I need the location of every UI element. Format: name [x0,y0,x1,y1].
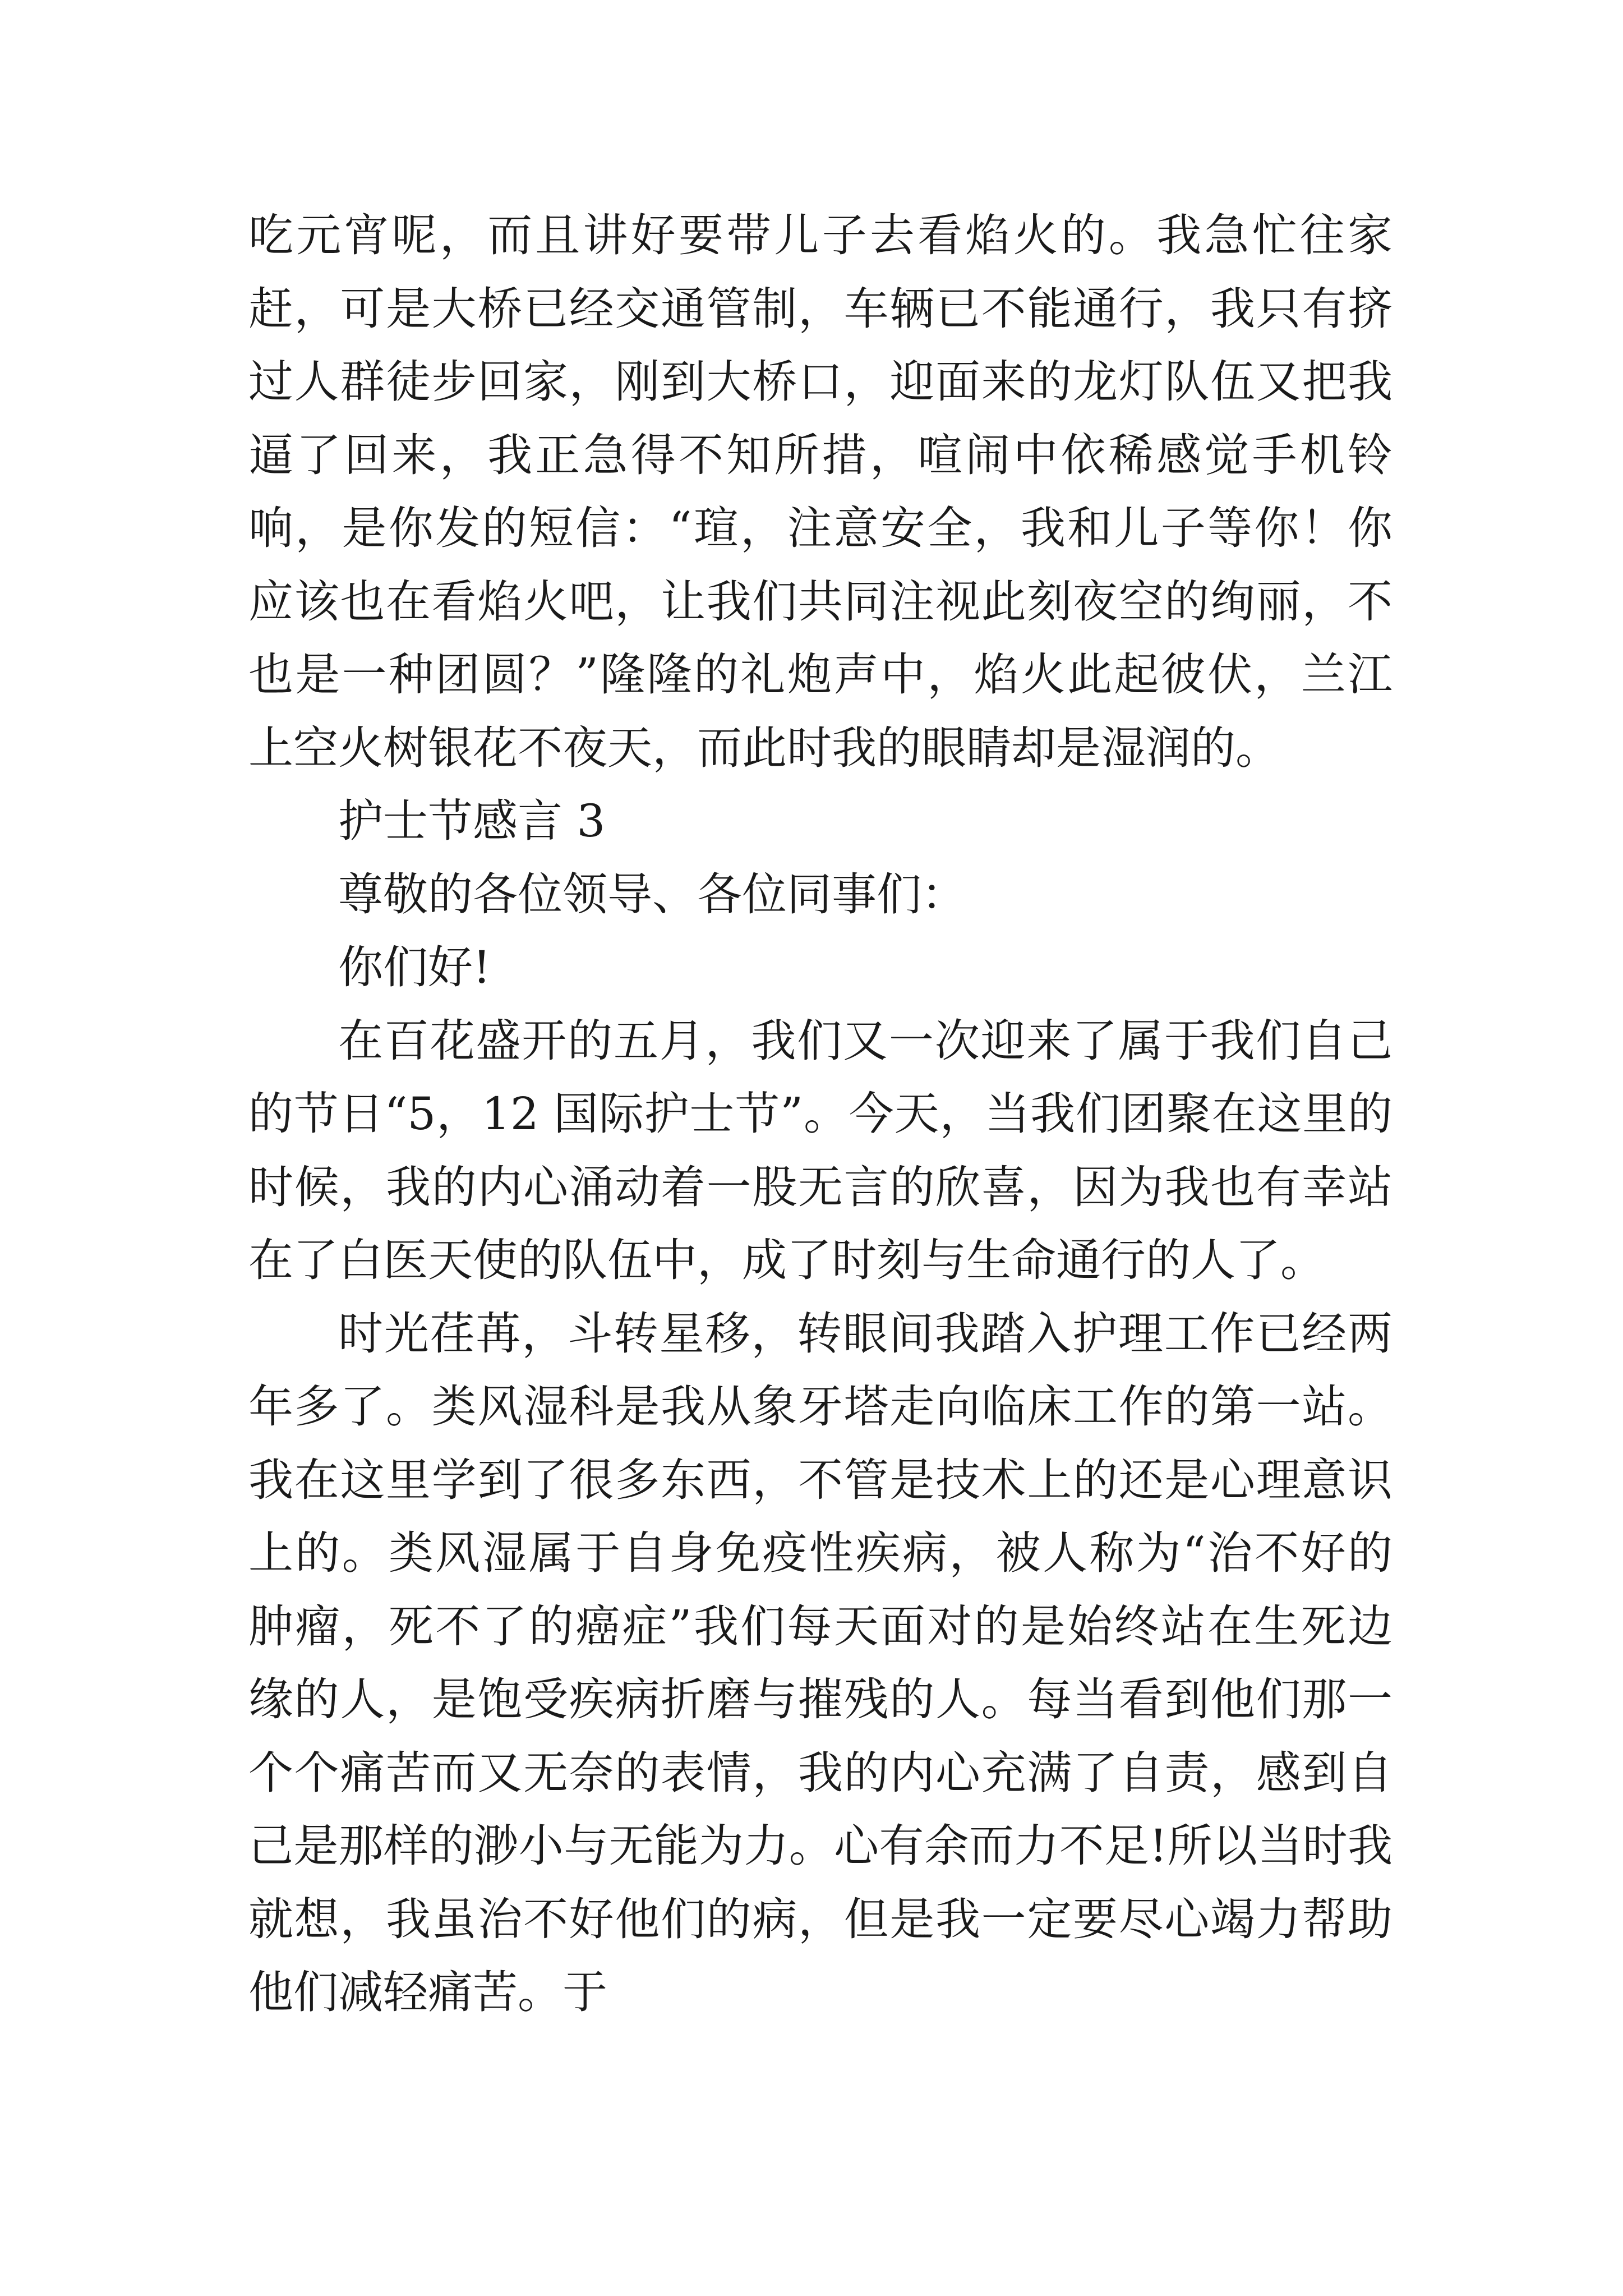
document-body [248,199,1393,2030]
paragraph-continuation: 吃元宵呢，而且讲好要带儿子去看焰火的。我急忙往家赶，可是大桥已经交通管制，车辆已不能通行，我只有挤过人群徒步回家，刚到大桥口，迎面来的龙灯队伍又把我逼了回来，我正急得不知所措，喧闹中依稀感觉手机铃响，是你发的短信：“瑄，注意安全，我和儿子等你！你应该也在看焰火吧，让我们共同注视此刻夜空的绚丽，不也是一种团圆？”隆隆的礼炮声中，焰火此起彼伏，兰江上空火树银花不夜天，而此时我的眼睛却是湿润的。 [248,209,1393,774]
paragraph-body: 时光荏苒，斗转星移，转眼间我踏入护理工作已经两年多了。类风湿科是我从象牙塔走向临床工作的第一站。我在这里学到了很多东西，不管是技术上的还是心理意识上的。类风湿属于自身免疫性疾病，被人称为“治不好的肿瘤，死不了的癌症”我们每天面对的是始终站在生死边缘的人，是饱受疾病折磨与摧残的人。每当看到他们那一个个痛苦而又无奈的表情，我的内心充满了自责，感到自己是那样的渺小与无能为力。心有余而力不足!所以当时我就想，我虽治不好他们的病，但是我一定要尽心竭力帮助他们减轻痛苦。于 [248,1307,1393,2018]
salutation: 尊敬的各位领导、各位同事们： [338,868,966,921]
section-heading: 护士节感言 3 [338,795,606,847]
greeting: 你们好! [338,941,491,993]
paragraph-opening: 在百花盛开的五月，我们又一次迎来了属于我们自己的节日“5，12 国际护士节”。今天，当我们团聚在这里的时候，我的内心涌动着一股无言的欣喜，因为我也有幸站在了白医天使的队伍中，成了时刻与生命通行的人了。 [248,1014,1393,1286]
